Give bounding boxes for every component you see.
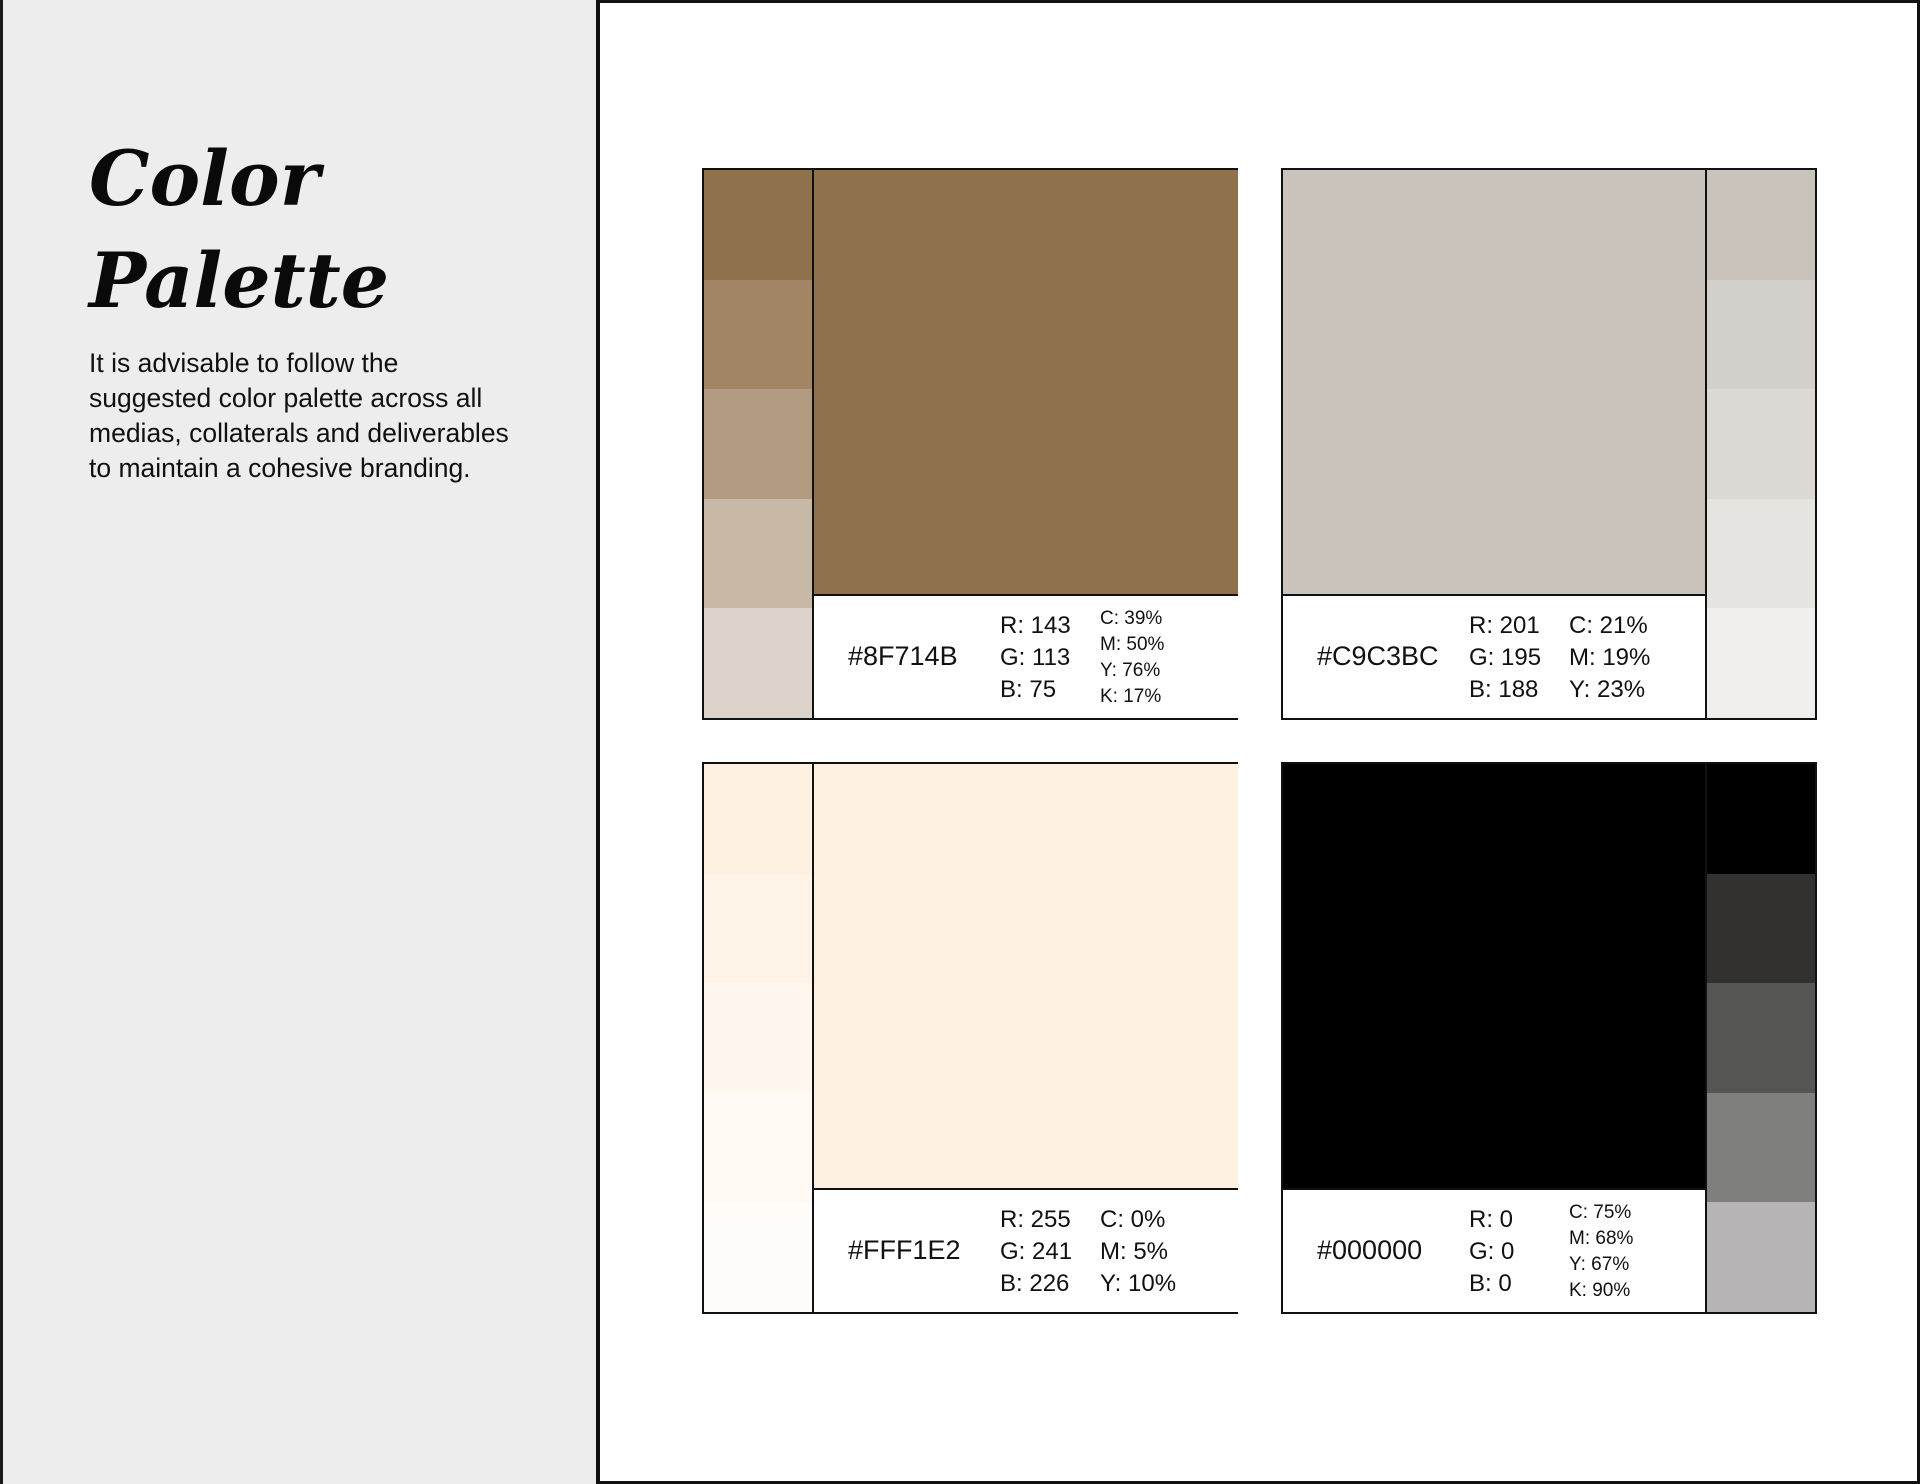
cmyk-m: M: 5% (1100, 1238, 1169, 1265)
rgb-b: B: 0 (1469, 1270, 1512, 1297)
cmyk-y: Y: 23% (1569, 676, 1646, 703)
rgb-b: B: 226 (1000, 1270, 1070, 1297)
cmyk-y: Y: 67% (1569, 1254, 1630, 1275)
cmyk-m: M: 68% (1569, 1228, 1634, 1249)
page-description: It is advisable to follow the suggested color palette across all medias, collaterals and deliverables to maintain a cohesive branding. (89, 348, 509, 483)
cmyk-k: K: 17% (1100, 686, 1162, 707)
panel-divider (596, 0, 600, 1484)
swatch-info (1283, 1188, 1707, 1312)
cmyk-c: C: 0% (1100, 1206, 1166, 1233)
tint-swatch (1707, 499, 1815, 609)
tint-column (1705, 170, 1815, 718)
rgb-g: G: 195 (1469, 644, 1542, 671)
rgb-g: G: 0 (1469, 1238, 1515, 1265)
hex-code: #000000 (1317, 1235, 1423, 1265)
rgb-r: R: 0 (1469, 1206, 1514, 1233)
rgb-values (1469, 1204, 1514, 1300)
cmyk-values (1100, 1204, 1176, 1300)
page-title: Color Palette (89, 134, 390, 325)
rgb-values (1000, 1204, 1072, 1300)
tint-swatch (704, 389, 812, 499)
tint-swatch (1707, 389, 1815, 499)
hex-code: #FFF1E2 (848, 1235, 961, 1265)
tint-swatch (704, 280, 812, 390)
swatch-info (1283, 594, 1707, 718)
tint-swatch (704, 874, 812, 984)
tint-swatch (1707, 608, 1815, 718)
cmyk-y: Y: 76% (1100, 660, 1161, 681)
cmyk-m: M: 19% (1569, 644, 1651, 671)
tint-swatch (704, 499, 812, 609)
swatch-card-gray (1281, 168, 1817, 720)
cmyk-values (1100, 606, 1164, 710)
tint-swatch (704, 170, 812, 280)
main-swatch (814, 170, 1238, 594)
tint-column (704, 764, 814, 1312)
cmyk-c: C: 39% (1100, 608, 1163, 629)
tint-swatch (704, 1202, 812, 1312)
rgb-r: R: 255 (1000, 1206, 1071, 1233)
tint-swatch (1707, 280, 1815, 390)
tint-swatch (1707, 764, 1815, 874)
cmyk-y: Y: 10% (1100, 1270, 1177, 1297)
tint-column (704, 170, 814, 718)
tint-swatch (1707, 983, 1815, 1093)
rgb-b: B: 188 (1469, 676, 1539, 703)
rgb-b: B: 75 (1000, 676, 1057, 703)
frame-border-top (600, 0, 1920, 3)
rgb-g: G: 241 (1000, 1238, 1073, 1265)
tint-swatch (1707, 1202, 1815, 1312)
tint-swatch (704, 983, 812, 1093)
swatch-info (814, 1188, 1238, 1312)
cmyk-c: C: 75% (1569, 1202, 1632, 1223)
hex-code: #C9C3BC (1317, 641, 1439, 671)
cmyk-values (1569, 610, 1650, 706)
cmyk-k: K: 90% (1569, 1280, 1631, 1301)
main-swatch (1283, 170, 1707, 594)
swatch-card-black (1281, 762, 1817, 1314)
swatch-card-brown (702, 168, 1238, 720)
main-swatch (814, 764, 1238, 1188)
tint-column (1705, 764, 1815, 1312)
tint-swatch (1707, 170, 1815, 280)
tint-swatch (704, 1093, 812, 1203)
hex-code: #8F714B (848, 641, 958, 671)
tint-swatch (1707, 874, 1815, 984)
tint-swatch (704, 764, 812, 874)
cmyk-m: M: 50% (1100, 634, 1165, 655)
cmyk-c: C: 21% (1569, 612, 1648, 639)
rgb-values (1469, 610, 1541, 706)
rgb-g: G: 113 (1000, 644, 1071, 671)
rgb-values (1000, 610, 1071, 706)
tint-swatch (1707, 1093, 1815, 1203)
swatch-card-cream (702, 762, 1238, 1314)
rgb-r: R: 143 (1000, 612, 1071, 639)
main-swatch (1283, 764, 1707, 1188)
rgb-r: R: 201 (1469, 612, 1540, 639)
swatch-info (814, 594, 1238, 718)
tint-swatch (704, 608, 812, 718)
cmyk-values (1569, 1200, 1633, 1304)
sidebar-panel (0, 0, 596, 1484)
